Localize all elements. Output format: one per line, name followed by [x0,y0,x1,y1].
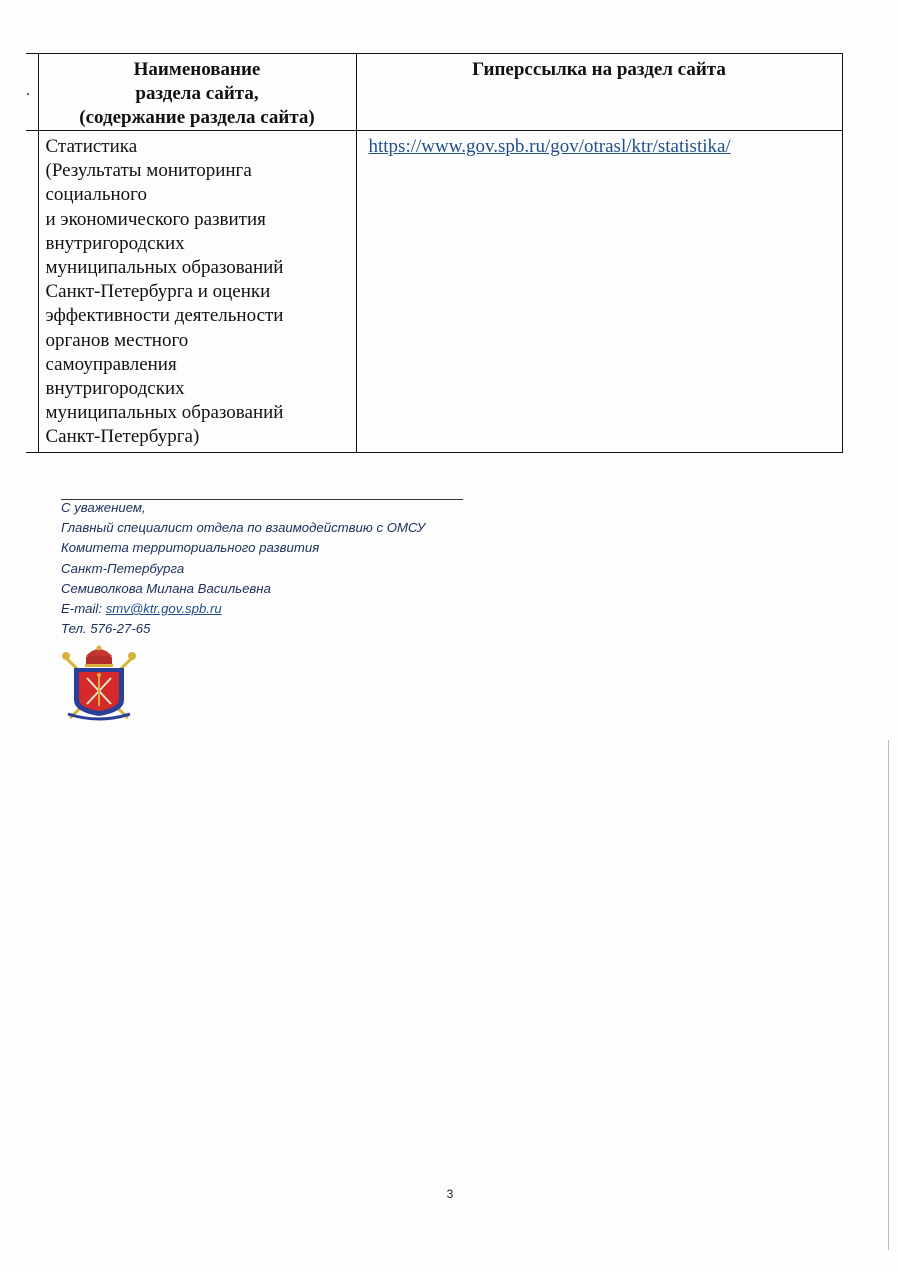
section-name-line: внутригородских [45,378,185,400]
section-name-line: органов местного [45,329,189,351]
signature-line: Главный специалист отдела по взаимодействию с ОМСУ [61,520,426,536]
signature-line: С уважением, [61,500,146,515]
hyperlink-cell [356,131,842,453]
section-name-line: муниципальных образований [45,257,284,279]
table-margin-cell [26,54,38,131]
signature-phone: Тел. 576-27-65 [61,621,151,637]
section-name-line: Статистика [45,136,138,157]
site-sections-table [26,53,843,453]
table-header-row [26,54,842,131]
section-name-line: социального [45,184,148,206]
header-line: Наименование [133,59,261,80]
section-name-line: Санкт-Петербурга) [45,426,200,448]
signature-line: Санкт-Петербурга [61,560,185,576]
signature-email-line [61,599,521,619]
signature-block [61,498,521,639]
email-link[interactable]: smv@ktr.gov.spb.ru [105,601,222,617]
page-number: 3 [446,1187,454,1201]
signature-line: Семиволкова Милана Васильевна [61,580,271,596]
header-hyperlink: Гиперссылка на раздел сайта [356,54,842,131]
section-name-line: эффективности деятельности [45,305,284,327]
header-line: (содержание раздела сайта) [79,107,315,128]
section-name-line: Санкт-Петербурга и оценки [45,281,271,303]
section-name-line: (Результаты мониторинга [45,160,252,182]
header-line: раздела сайта, [135,83,259,104]
section-name-line: самоуправления [45,353,177,375]
header-section-name [38,54,356,131]
statistics-section-link[interactable]: https://www.gov.spb.ru/gov/otrasl/ktr/statistika/ [368,136,731,157]
section-name-line: и экономического развития [45,208,266,230]
section-name-line: внутригородских [45,232,185,254]
scan-edge [888,740,889,1250]
signature-line: Комитета территориального развития [61,540,320,556]
table-margin-cell [26,131,38,453]
section-name-cell [38,131,356,453]
table-row [26,131,842,453]
email-label: E-mail: [61,601,106,617]
section-name-line: муниципальных образований [45,402,284,424]
saint-petersburg-coat-of-arms-icon [60,644,138,722]
